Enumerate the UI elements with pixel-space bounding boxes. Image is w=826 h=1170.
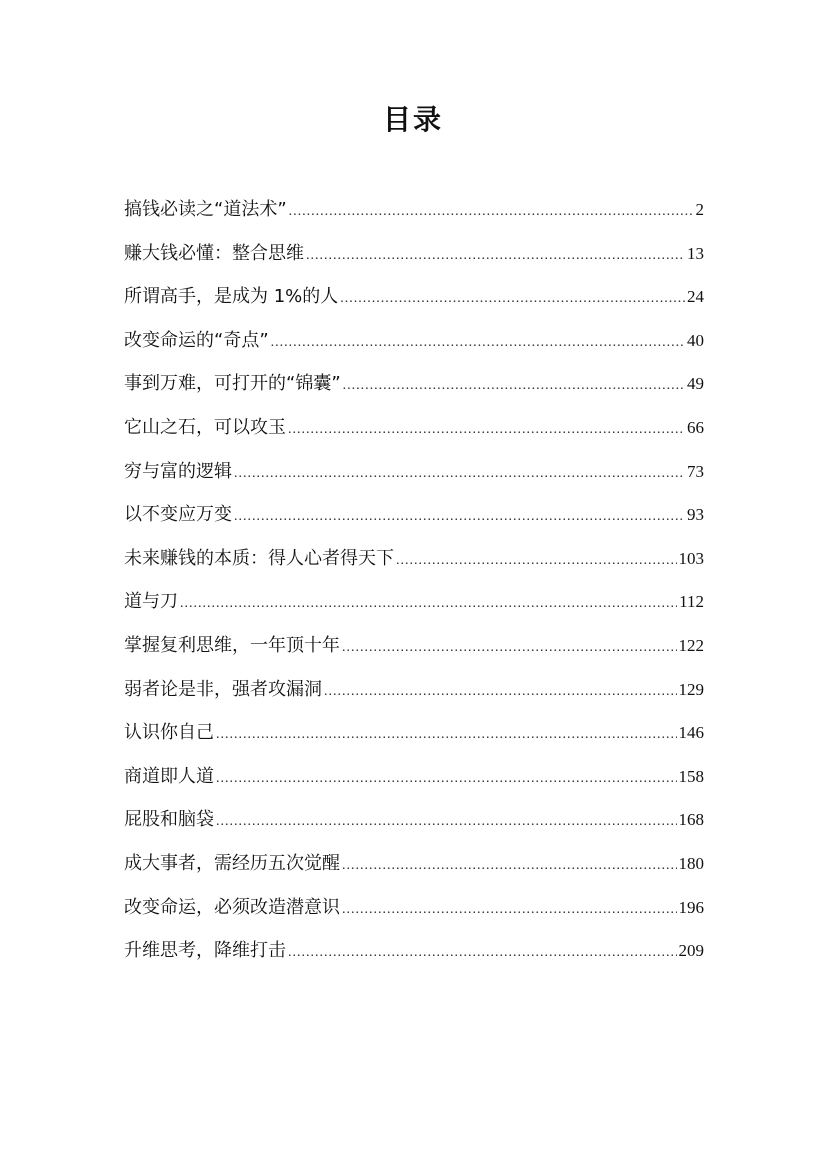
- toc-entry-label: 所谓高手，是成为 1%的人: [124, 286, 339, 308]
- toc-entry[interactable]: [124, 542, 704, 586]
- toc-entry[interactable]: [124, 934, 704, 978]
- toc-entry[interactable]: [124, 193, 704, 237]
- toc-entry-label: 未来赚钱的本质：得人心者得天下: [124, 547, 394, 569]
- toc-entry-label: 赚大钱必懂：整合思维: [124, 242, 304, 264]
- table-of-contents: [124, 193, 704, 978]
- toc-entry[interactable]: [124, 367, 704, 411]
- toc-dot-leader: [271, 326, 685, 360]
- toc-page-number: 40: [687, 330, 704, 350]
- toc-dot-leader: [234, 457, 685, 491]
- toc-entry-label: 升维思考，降维打击: [124, 940, 286, 962]
- toc-dot-leader: [216, 718, 677, 752]
- page-title: 目录: [382, 103, 443, 136]
- toc-entry[interactable]: [124, 455, 704, 499]
- toc-dot-leader: [288, 413, 685, 447]
- toc-page-number: 24: [687, 287, 704, 307]
- toc-entry-label: 道与刀: [124, 591, 178, 613]
- toc-entry-label: 改变命运的“奇点”: [124, 329, 269, 351]
- toc-entry-label: 弱者论是非，强者攻漏洞: [124, 678, 322, 700]
- toc-entry-label: 认识你自己: [124, 722, 214, 744]
- toc-entry-label: 成大事者，需经历五次觉醒: [124, 852, 340, 874]
- toc-page-number: 196: [678, 897, 704, 917]
- toc-entry-label: 搞钱必读之“道法术”: [124, 199, 287, 220]
- toc-page-number: 180: [678, 853, 704, 873]
- toc-entry-label: 改变命运，必须改造潜意识: [124, 896, 340, 918]
- toc-page-number: 112: [679, 592, 704, 612]
- toc-entry[interactable]: [124, 237, 704, 281]
- toc-entry[interactable]: [124, 498, 704, 542]
- toc-dot-leader: [342, 849, 677, 883]
- toc-entry-label: 商道即人道: [124, 765, 214, 787]
- toc-entry[interactable]: [124, 760, 704, 804]
- toc-entry[interactable]: [124, 847, 704, 891]
- toc-entry[interactable]: [124, 280, 704, 324]
- toc-page-number: 168: [678, 810, 704, 830]
- toc-dot-leader: [343, 369, 685, 403]
- toc-dot-leader: [216, 805, 677, 839]
- toc-dot-leader: [234, 500, 685, 534]
- toc-entry-label: 事到万难，可打开的“锦囊”: [124, 373, 341, 395]
- toc-entry-label: 掌握复利思维，一年顶十年: [124, 634, 340, 656]
- toc-page-number: 129: [678, 679, 704, 699]
- toc-entry-label: 它山之石，可以攻玉: [124, 416, 286, 438]
- toc-page-number: 73: [687, 461, 704, 481]
- toc-dot-leader: [324, 675, 677, 709]
- toc-page-number: 49: [687, 374, 704, 394]
- toc-page-number: 13: [687, 243, 704, 263]
- toc-page-number: 122: [678, 635, 704, 655]
- toc-dot-leader: [340, 282, 685, 316]
- toc-page-number: 209: [678, 941, 704, 961]
- toc-page-number: 66: [687, 417, 704, 437]
- toc-entry[interactable]: [124, 716, 704, 760]
- toc-page-number: 158: [678, 766, 704, 786]
- toc-dot-leader: [180, 587, 677, 621]
- toc-dot-leader: [342, 631, 677, 665]
- toc-dot-leader: [216, 762, 677, 796]
- toc-entry[interactable]: [124, 324, 704, 368]
- toc-entry[interactable]: [124, 673, 704, 717]
- toc-page-number: 146: [678, 723, 704, 743]
- toc-dot-leader: [288, 936, 677, 970]
- toc-entry[interactable]: [124, 803, 704, 847]
- toc-entry[interactable]: [124, 891, 704, 935]
- toc-dot-leader: [289, 195, 694, 229]
- toc-entry[interactable]: [124, 585, 704, 629]
- toc-page-number: 93: [687, 505, 704, 525]
- toc-entry-label: 以不变应万变: [124, 504, 232, 526]
- toc-entry[interactable]: [124, 629, 704, 673]
- toc-entry-label: 屁股和脑袋: [124, 809, 214, 831]
- toc-page-number: 103: [678, 548, 704, 568]
- toc-dot-leader: [396, 544, 677, 578]
- toc-page-number: 2: [695, 200, 704, 219]
- toc-entry[interactable]: [124, 411, 704, 455]
- toc-dot-leader: [306, 239, 685, 273]
- toc-dot-leader: [342, 893, 677, 927]
- toc-entry-label: 穷与富的逻辑: [124, 460, 232, 482]
